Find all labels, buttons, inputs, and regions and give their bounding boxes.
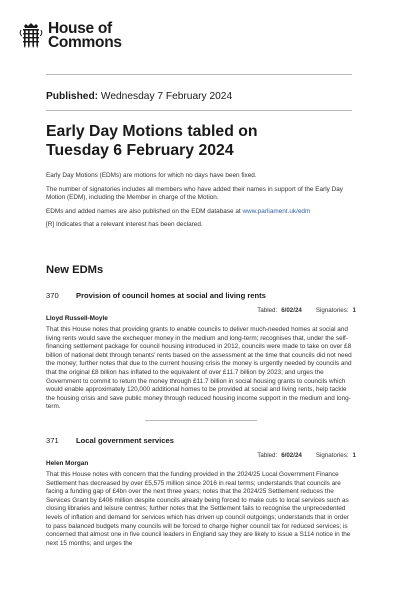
signatories-count: 1 (352, 452, 356, 459)
intro-paragraph: The number of signatories includes all members who have added their names in support of the Early Day Motion (EDM), including the Member in charge of the Motion. (46, 185, 343, 202)
signatories-label: Signatories: (315, 452, 349, 459)
intro-paragraph (46, 208, 358, 217)
published-line (46, 91, 232, 102)
edm-number: 371 (46, 436, 59, 445)
tabled-date: 6/02/24 (281, 452, 302, 459)
house-of-commons-logo (18, 22, 122, 50)
published-date: Wednesday 7 February 2024 (100, 91, 233, 102)
edm-sponsor[interactable]: Helen Morgan (46, 460, 89, 467)
edm-heading (46, 291, 356, 300)
edm-heading (46, 436, 356, 445)
edm-meta (46, 452, 356, 460)
page-title-line-2: Tuesday 6 February 2024 (46, 142, 234, 159)
intro-paragraph: Early Day Motions (EDMs) are motions for which no days have been fixed. (46, 172, 257, 179)
edm-text: That this House notes that providing grants to enable councils to deliver much-needed homes at social and living rents would save the exchequer money in the medium and long-term; recognises that, under the self-financing settlement package for council housing introduced in 2012, councils were made to take on over £8 billion of national debt through tenants' rents based on the assessment at the time that councils did not need the money; further notes that due to the current housing crisis the money is urgently needed by councils and that the original £8 billion has inflated to the equivalent of over £11.7 billion by 2023; and urges the Government to commit to return the money through £11.7 billion in social housing grants to councils which would enable approximately 120,000 additional homes to be provided at social and living rents, help tackle the housing crisis and save public money through reduced housing income support in the medium and long-term. (46, 326, 352, 411)
intro-notes (46, 172, 358, 235)
signatories-label: Signatories: (315, 307, 349, 314)
portcullis-icon (18, 22, 44, 48)
edm-meta (46, 307, 356, 315)
tabled-date: 6/02/24 (281, 307, 302, 314)
edm-sponsor[interactable]: Lloyd Russell-Moyle (46, 315, 108, 322)
edm-title: Local government services (76, 436, 174, 445)
page-title (46, 122, 356, 160)
divider (46, 110, 352, 111)
intro-text: EDMs and added names are also published on the EDM database at (46, 207, 243, 215)
section-heading: New EDMs (46, 264, 104, 276)
page-title-line-1: Early Day Motions tabled on (46, 123, 258, 140)
edm-text: That this House notes with concern that the funding provided in the 2024/25 Local Government Finance Settlement has decreased by over £5,575 million since 2016 in real terms; understands that councils are facing a funding gap of £4bn over the next three years; notes that the 2024/25 Settlement reduces the Services Grant by £406 million despite councils already being forced to make cuts to local services such as closing libraries and leisure centres; further notes that the Settlement fails to recognise the unprecedented levels of inflation and demand for services which has driven up council outgoings; understands that in order to pass balanced budgets many councils will be forced to charge higher council tax for reduced services; is concerned that almost one in five council leaders in England say they are likely to issue a S114 notice in the next 15 months; and urges the (46, 471, 351, 547)
edm-entry (46, 291, 356, 412)
tabled-label: Tabled: (257, 452, 278, 459)
tabled-label: Tabled: (257, 307, 278, 314)
edm-entry (46, 436, 356, 548)
edm-number: 370 (46, 291, 59, 300)
edm-database-link[interactable]: www.parliament.uk/edm (242, 207, 311, 215)
logo-line-1: House of (48, 20, 112, 37)
edm-title: Provision of council homes at social and living rents (76, 291, 266, 300)
signatories-count: 1 (352, 307, 356, 314)
intro-paragraph: [R] Indicates that a relevant interest has been declared. (46, 221, 203, 229)
logo-wordmark (48, 22, 122, 50)
logo-line-2: Commons (48, 34, 122, 51)
divider (46, 74, 352, 75)
divider (145, 420, 257, 421)
published-label: Published: (46, 91, 99, 102)
